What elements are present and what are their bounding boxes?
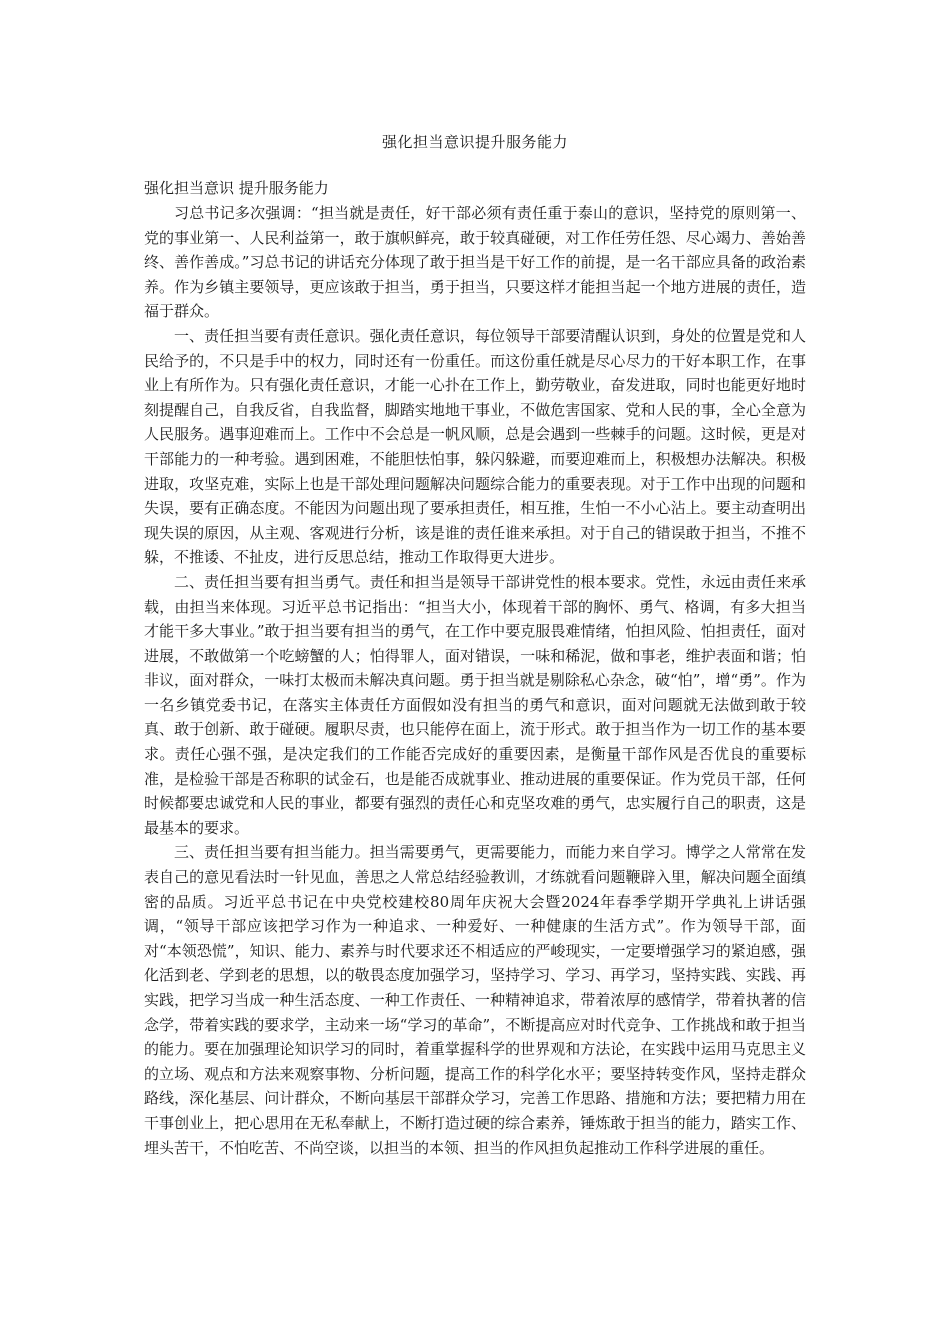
document-subtitle: 强化担当意识 提升服务能力 xyxy=(144,179,329,197)
paragraph-section-3: 三、责任担当要有担当能力。担当需要勇气，更需要能力，而能力来自学习。博学之人常常在发表自己的意见看法时一针见血，善思之人常总结经验教训，才练就看问题鞭辟入里，解决问题全面缜密的品质。习近平总书记在中央党校建校80周年庆祝大会暨2024年春季学期开学典礼上讲话强调，“领导干部应该把学习作为一种追求、一种爱好、一种健康的生活方式”。作为领导干部，面对“本领恐慌”，知识、能力、素养与时代要求还不相适应的严峻现实，一定要增强学习的紧迫感，强化活到老、学到老的思想，以的敬畏态度加强学习，坚持学习、学习、再学习，坚持实践、实践、再实践，把学习当成一种生活态度、一种工作责任、一种精神追求，带着浓厚的感情学，带着执著的信念学，带着实践的要求学，主动来一场“学习的革命”，不断提高应对时代竞争、工作挑战和敢于担当的能力。要在加强理论知识学习的同时，着重掌握科学的世界观和方法论，在实践中运用马克思主义的立场、观点和方法来观察事物、分析问题，提高工作的科学化水平；要坚持转变作风，坚持走群众路线，深化基层、问计群众，不断向基层干部群众学习，完善工作思路、措施和方法；要把精力用在干事创业上，把心思用在无私奉献上，不断打造过硬的综合素养，锤炼敢于担当的能力，踏实工作、埋头苦干，不怕吃苦、不尚空谈，以担当的本领、担当的作风担负起推动工作科学进展的重任。 xyxy=(144,843,806,1157)
document-body xyxy=(144,176,806,1160)
document-title: 强化担当意识提升服务能力 xyxy=(381,133,568,151)
paragraph-section-2: 二、责任担当要有担当勇气。责任和担当是领导干部讲党性的根本要求。党性，永远由责任来承载，由担当来体现。习近平总书记指出：“担当大小，体现着干部的胸怀、勇气、格调，有多大担当才能干多大事业。”敢于担当要有担当的勇气，在工作中要克服畏难情绪，怕担风险、怕担责任，面对进展，不敢做第一个吃螃蟹的人；怕得罪人，面对错误，一味和稀泥，做和事老，维护表面和谐；怕非议，面对群众，一味打太极而未解决真问题。勇于担当就是剔除私心杂念，破“怕”，增“勇”。作为一名乡镇党委书记，在落实主体责任方面假如没有担当的勇气和意识，面对问题就无法做到敢于较真、敢于创新、敢于碰硬。履职尽责，也只能停在面上，流于形式。敢于担当作为一切工作的基本要求。责任心强不强，是决定我们的工作能否完成好的重要因素，是衡量干部作风是否优良的重要标准，是检验干部是否称职的试金石，也是能否成就事业、推动进展的重要保证。作为党员干部，任何时候都要忠诚党和人民的事业，都要有强烈的责任心和克坚攻难的勇气，忠实履行自己的职责，这是最基本的要求。 xyxy=(144,572,806,837)
paragraph-intro: 习总书记多次强调：“担当就是责任，好干部必须有责任重于泰山的意识，坚持党的原则第一、党的事业第一、人民利益第一，敢于旗帜鲜亮，敢于较真碰硬，对工作任劳任怨、尽心竭力、善始善终、善作善成。”习总书记的讲话充分体现了敢于担当是干好工作的前提，是一名干部应具备的政治素养。作为乡镇主要领导，更应该敢于担当，勇于担当，只要这样才能担当起一个地方进展的责任，造福于群众。 xyxy=(144,204,806,321)
paragraph-section-1: 一、责任担当要有责任意识。强化责任意识，每位领导干部要清醒认识到，身处的位置是党和人民给予的，不只是手中的权力，同时还有一份重任。而这份重任就是尽心尽力的干好本职工作，在事业上有所作为。只有强化责任意识，才能一心扑在工作上，勤劳敬业，奋发进取，同时也能更好地时刻提醒自己，自我反省，自我监督，脚踏实地地干事业，不做危害国家、党和人民的事，全心全意为人民服务。遇事迎难而上。工作中不会总是一帆风顺，总是会遇到一些棘手的问题。这时候，更是对干部能力的一种考验。遇到困难，不能胆怯怕事，躲闪躲避，而要迎难而上，积极想办法解决。积极进取，攻坚克难，实际上也是干部处理问题解决问题综合能力的重要表现。对于工作中出现的问题和失误，要有正确态度。不能因为问题出现了要承担责任，相互推，生怕一不小心沾上。要主动查明出现失误的原因，从主观、客观进行分析，该是谁的责任谁来承担。对于自己的错误敢于担当，不推不躲，不推诿、不扯皮，进行反思总结，推动工作取得更大进步。 xyxy=(144,326,806,567)
